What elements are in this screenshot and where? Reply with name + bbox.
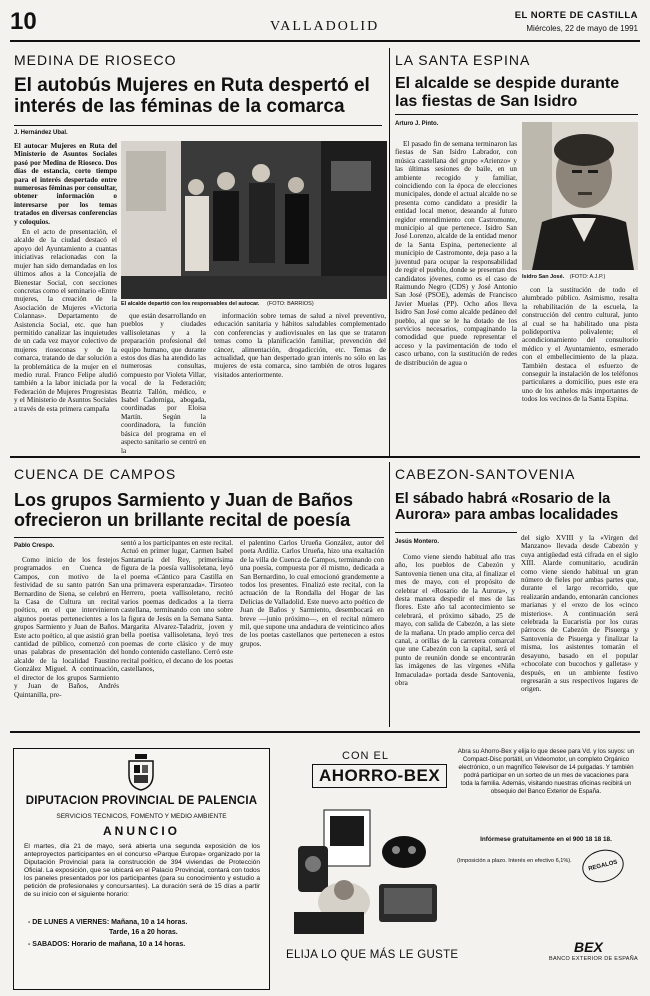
cabezon-body-1: Como viene siendo habitual año tras año, los pueblos de Cabezón y Santovenia tienen una cita, al finalizar el mes de mayo, con el propósito de celebrar el «Rosario de la Aurora», y desta manera despedir el mes de las flores. Este año tal acontecimiento se celebrará, el próximo sábado, 25 de mayo, con salida de Cabezón, a las siete de la mañana. Un prado amplio cerca del canal, a orillas de la carretera comarcal que une Cabezón con la capital, será el punto de reunión donde se encontrarán las imágenes de las vírgenes «Niña Inmaculada» portada desde Santovenia, obra bbox=[395, 553, 515, 688]
rule-campos bbox=[14, 537, 384, 538]
bex-brand: AHORRO-BEX bbox=[312, 764, 447, 788]
diputacion-schedule-3: - SABADOS: Horario de mañana, 10 a 14 horas. bbox=[28, 941, 186, 948]
bex-subtitle: ELIJA LO QUE MÁS LE GUSTE bbox=[286, 949, 459, 961]
campos-column-2 bbox=[121, 539, 233, 724]
coat-of-arms-icon bbox=[126, 753, 156, 791]
headline-rioseco: El autobús Mujeres en Ruta despertó el interés de las féminas de la comarca bbox=[14, 75, 370, 118]
rioseco-lead: El autocar Mujeres en Ruta del Ministerio de Asuntos Sociales pasó por Medina de Rioseco. Dos días de estancia, corto tiempo para el interés despertado entre numerosas féminas por consultar, obtener información o interesarse por los temas tratados en diversas conferencias y coloquios. bbox=[14, 142, 117, 226]
byline-cabezon: Jesús Montero. bbox=[395, 539, 440, 545]
diputacion-ad bbox=[13, 748, 270, 990]
diputacion-department: SERVICIOS TECNICOS, FOMENTO Y MEDIO AMBIENTE bbox=[56, 813, 227, 820]
rioseco-column-2 bbox=[121, 312, 206, 455]
rule-espina bbox=[395, 114, 638, 115]
espina-column-1 bbox=[395, 140, 517, 446]
rule-cabezon bbox=[395, 532, 517, 533]
campos-column-1 bbox=[14, 556, 119, 724]
bex-con-el: CON EL bbox=[342, 750, 389, 762]
bex-bank-name: BANCO EXTERIOR DE ESPAÑA bbox=[548, 956, 638, 962]
diputacion-title: DIPUTACION PROVINCIAL DE PALENCIA bbox=[25, 795, 258, 807]
rioseco-body-3: información sobre temas de salud a nivel preventivo, educación sanitaria y hábitos saludables complementado con conferencias y audiovisuales en las que se trataron temas como la planificación familiar, prevención del cáncer, alimentación, drogadicción, etc. Temas de actualidad, que han despertado gran interés no sólo en las mujeres de esta comarca, sino también de otros lugares visitados anteriormente. bbox=[214, 312, 386, 379]
espina-photo-caption bbox=[522, 274, 640, 280]
campos-body-1: Como inicio de los festejos programados en Cuenca de Campos, con motivo de la festividad de su santo patrón San Bernardino de Siena, se celebró en la Casa de Cultura un recital poético, en el que intervinieron algunos poetas pertenecientes a los grupos Sarmiento y Juan de Baños. Este acto poético, al que asistió gran cantidad de público, comenzó con unas palabras de presentación del alcalde de la localidad Faustino González Miguel. A continuación, el director de los grupos Sarmiento y Juan de Baños, Andrés Quintanilla, pre- bbox=[14, 556, 119, 699]
espina-photo bbox=[522, 122, 638, 270]
bex-stamp-text: REGALOS bbox=[587, 859, 619, 873]
rioseco-column-3 bbox=[214, 312, 386, 438]
rioseco-caption-text: El alcalde departió con los responsables del autocar. bbox=[121, 301, 260, 307]
kicker-espina: LA SANTA ESPINA bbox=[395, 52, 531, 68]
byline-rioseco: J. Hernández Ubal. bbox=[14, 130, 68, 136]
page-number: 10 bbox=[10, 8, 37, 35]
headline-cabezon: El sábado habrá «Rosario de la Aurora» para ambas localidades bbox=[395, 491, 619, 524]
byline-espina: Arturo J. Pinto. bbox=[395, 121, 439, 127]
bex-body: Abra su Ahorro-Bex y elija lo que desee para Vd. y los suyos: un Compact-Disc portátil, un Videomotor, un completo Orgánico electrónico, o un magnífico Televisor de 14 pulgadas. Y también podrá participar en un sorteo de un mes de vacaciones para toda la familia. Además, visitando nuestras oficinas recibirá un obsequio del Banco Exterior de España. bbox=[457, 748, 635, 795]
espina-caption-credit: (FOTO: A.J.P.) bbox=[569, 274, 606, 280]
cabezon-column-2 bbox=[521, 534, 638, 725]
headline-espina: El alcalde se despide durante las fiestas de San Isidro bbox=[395, 75, 620, 110]
rioseco-body-2: que están desarrollando en pueblos y ciudades vallisoletanas y a la preparación profesional del equipo humano, que durante estos dos días ha atendido las numerosas consultas, compuesto por Violeta Villar, vocal de la Federación; Beatriz Tallón, médico, e Isabel Cadorniga, abogada, coordinadas por Eloisa Martín. Según la coordinadora, la función básica del programa en el aspecto sanitario se centró en la bbox=[121, 312, 206, 455]
rule-rioseco bbox=[14, 125, 382, 126]
espina-body-1: El pasado fin de semana terminaron las fiestas de San Isidro Labrador, con música castellana del grupo «Arienzo» y las últimas sesiones de baile, en un ambiente recogido y familiar, coincidiendo con la época de elecciones municipales, donde el actual alcalde no se presenta como candidato a presidir la entidad local menor, deseando al futuro regidor entendimiento con Castromonte, municipio al que pertenece. Isidro San José Lorenzo, alcalde de la entidad menor de la Santa Espina, perteneciente al municipio de Castromonte, deja paso a la juventud para ocupar la responsabilidad de regir el pueblo, donde se presentan dos candidatos jóvenes, como es el caso de Raimundo Negro (CDS) y José Antonio San José (PSOE), además de Francisco Javier Muelas (PP). Ocho años lleva Isidro San José como alcalde pedáneo del pueblo, al que se le ha dotado de los servicios necesarios, compaginando la comodidad que puede representar el acceso y la pavimentación de todo el casco urbano, con la sustitución de redes de distribución de agua o bbox=[395, 140, 517, 367]
campos-body-2: sentó a los participantes en este recital. Actuó en primer lugar, Carmen Isabel Santamaría del Rey, primerísima figura de la poesía vallisoletana, leyó el poema «Cántico para Castilla en una primavera esperanzada». Tirsoteo Herrero, poeta vallisoletano, recitó varios poemas dedicados a la tierra castellana, terminando con uno sobre la figura de Jesús en la Semana Santa. Margarita Alvarez-Taladriz, joven y bella poetisa vallisoletana, leyó tres poemas de corte clásico y de muy hondo contenido castellano. Cerró este recital poético, el decano de los poetas castellanos, bbox=[121, 539, 233, 674]
cabezon-column-1 bbox=[395, 553, 515, 725]
campos-column-3 bbox=[240, 539, 384, 724]
section-name: VALLADOLID bbox=[270, 19, 380, 34]
rioseco-photo bbox=[121, 141, 387, 299]
vertical-rule-top bbox=[389, 48, 390, 456]
bex-stamp bbox=[579, 845, 627, 886]
kicker-campos: CUENCA DE CAMPOS bbox=[14, 466, 177, 482]
kicker-rioseco: MEDINA DE RIOSECO bbox=[14, 52, 177, 68]
espina-body-2: con la sustitución de todo el alumbrado público. Asimismo, resalta la rehabilitación de la escuela, la construcción del centro cultural, junto al cual se ha habilitado una pista polideportiva polivalente; el acondicionamiento del consultorio médico y el Ayuntamiento, esmerado con el embellecimiento de la plaza. También destaca el esfuerzo de conseguir la instalación de los teléfonos particulares a domicilio, pues este era uno de los anhelos más importantes de todos los vecinos de la Santa Espina. bbox=[522, 286, 638, 404]
masthead-rule bbox=[10, 40, 640, 42]
bex-products-illustration bbox=[284, 792, 449, 942]
diputacion-body: El martes, día 21 de mayo, será abierta una segunda exposición de los anteproyectos participantes en el concurso «Parque Europa» organizado por la Diputación Provincial para la construcción de 394 viviendas de Protección Oficial. La exposición, que se ubicará en el Palacio Provincial, contará con todos los paneles presentados por los participantes (para su conocimiento y estudio a petición de profesionales y concursantes). La duración será de 15 días a partir de su inicio con el siguiente horario: bbox=[24, 843, 260, 898]
bex-phone: Infórmese gratuitamente en el 900 18 18 18. bbox=[480, 836, 612, 843]
rioseco-body-1: En el acto de presentación, el alcalde de la ciudad destacó el apoyo del Ayuntamiento a cuantas iniciativas relacionadas con la mujer han sido demandadas en los últimos años a la Concejalía de Bienestar Social, con secciones concretas como el seminario «Entre mujeres, la creación de la Asociación de Mujeres «Victoria Colannas». Departamento de Asistencia Social, etc. que han permitido canalizar las inquietudes de un cada vez mayor colectivo de mujeres rioseconas y de la comarca, tratando de dar solución a la problemática de la mujer en el medio rural. Franco Felipe aludió también a la labor iniciada por la Federación de Mujeres Progresistas y el Ministerio de Asuntos Sociales a través de esta primera campaña bbox=[14, 228, 117, 413]
paper-name: EL NORTE DE CASTILLA bbox=[514, 10, 638, 21]
ads-top-rule bbox=[10, 731, 640, 733]
campos-body-3: el palentino Carlos Urueña González, autor del poeta Ardiliz. Carlos Urueña, hizo una exaltación de la villa de Cuenca de Campos, terminando con una poesía, compuesta por él mismo, dedicada a San Bernardino, lo cual emocionó grandemente a todos los presentes. Finalizó este recital, con la actuación de la Rondalla del Hogar de las Delicias de Valladolid. Este nuevo acto poético de Juan de Baños y Sarmiento, desembocará en breve —junio próximo—, en el recital número mil, que supone una andadura de veinticinco años de los poetas castellanos que pertenecen a estos grupos. bbox=[240, 539, 384, 648]
diputacion-schedule-2: Tarde, 16 a 20 horas. bbox=[109, 929, 178, 936]
headline-campos: Los grupos Sarmiento y Juan de Baños ofrecieron un brillante recital de poesía bbox=[14, 490, 354, 531]
espina-photo-portrait bbox=[522, 122, 638, 270]
rioseco-column-1 bbox=[14, 142, 117, 482]
masthead bbox=[0, 0, 650, 40]
bex-logo: BEX bbox=[574, 939, 603, 955]
diputacion-schedule-1: - DE LUNES A VIERNES: Mañana, 10 a 14 horas. bbox=[28, 919, 188, 926]
bex-ad bbox=[282, 748, 638, 988]
kicker-cabezon: CABEZON-SANTOVENIA bbox=[395, 466, 576, 482]
section-rule-middle bbox=[10, 456, 640, 458]
vertical-rule-middle bbox=[389, 462, 390, 727]
diputacion-label: ANUNCIO bbox=[103, 824, 180, 838]
espina-column-2 bbox=[522, 286, 638, 446]
rioseco-caption-credit: (FOTO: BARRIOS) bbox=[267, 301, 314, 307]
rioseco-photo-illustration bbox=[121, 141, 387, 299]
page-date: Miércoles, 22 de mayo de 1991 bbox=[526, 24, 638, 33]
espina-caption-text: Isidro San José. bbox=[522, 274, 565, 280]
cabezon-body-2: del siglo XVIII y la «Virgen del Manzano» llevada desde Cabezón y cuya antigüedad está cifrada en el siglo XIII. Alarde comunitario, acudirán como viene siendo habitual un gran número de fieles por ambas partes que, durante el largo recorrido, que realizarán andando, entonarán canciones marianas y el «rezo de los «cinco misterios». A continuación será celebrada la Eucaristía por los curas párrocos de Cabezón de Pisuerga y Santovenia de Pisuerga y finalizar la misma, los asistentes tomarán el desayuno, basado en el popular «chocolate con bucochos y galletas» y después, en un ambiente festivo regresarán a sus respectivos lugares de origen. bbox=[521, 534, 638, 694]
bex-fine-print: (Imposición a plazo. Interés en efectivo 6,1%). bbox=[457, 858, 572, 864]
rioseco-photo-caption bbox=[121, 301, 387, 307]
byline-campos: Pablo Crespo. bbox=[14, 543, 55, 549]
